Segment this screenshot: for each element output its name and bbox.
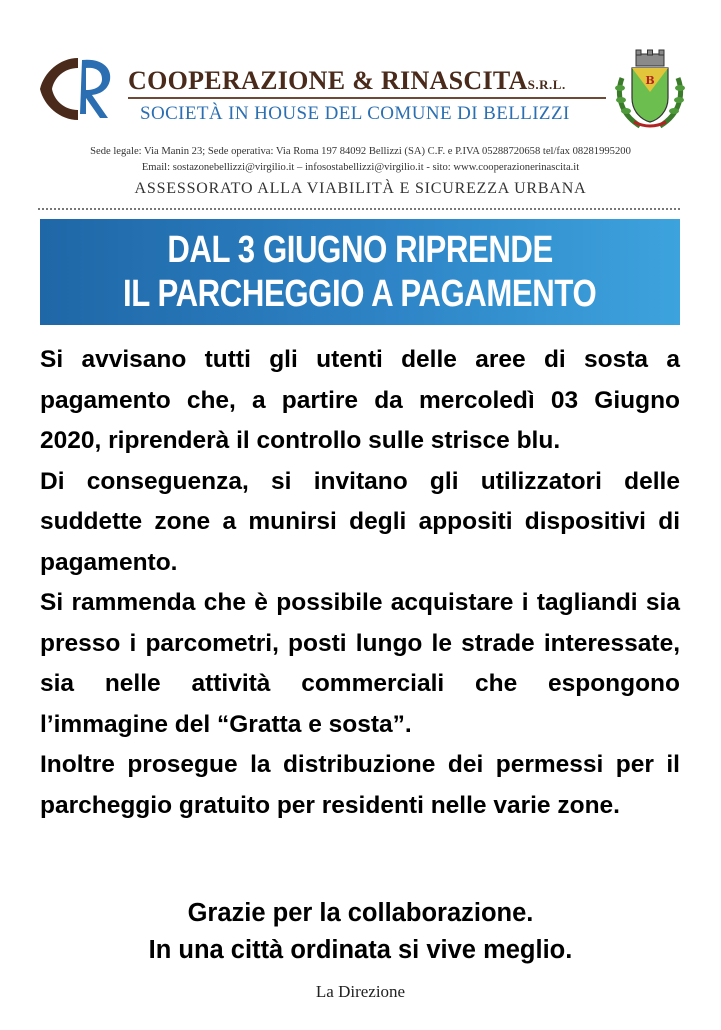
notice-paragraph: Si rammenda che è possibile acquistare i tagliandi sia presso i parcometri, posti lungo le strade interessate, sia nelle attività commerciali che espongono l’immagine del “Gratta e sosta”. (40, 589, 680, 738)
dotted-divider (38, 208, 680, 210)
notice-paragraph: Si avvisano tutti gli utenti delle aree di sosta a pagamento che, a partire da mercoledì 03 Giugno 2020, riprenderà il controllo sulle strisce blu. (40, 346, 680, 454)
company-name-text: COOPERAZIONE & RINASCITA (128, 66, 528, 95)
office-heading: ASSESSORATO ALLA VIABILITÀ E SICUREZZA URBANA (134, 180, 587, 197)
closing-motto: In una città ordinata si vive meglio. (148, 936, 573, 964)
company-subtitle: SOCIETÀ IN HOUSE DEL COMUNE DI BELLIZZI (140, 103, 570, 124)
notice-paragraph: Di conseguenza, si invitano gli utilizzatori delle suddette zone a munirsi degli appositi dispositivi di pagamento. (40, 467, 680, 576)
contact-address: Sede legale: Via Manin 23; Sede operativa: Via Roma 197 84092 Bellizzi (SA) C.F. e P.IVA 05288720658 tel/fax 08281995200 (90, 146, 631, 157)
header-rule (128, 97, 606, 99)
municipal-crest (612, 48, 688, 132)
company-name (128, 66, 566, 96)
headline-line-2: IL PARCHEGGIO A PAGAMENTO (123, 273, 597, 315)
contact-email: Email: sostazonebellizzi@virgilio.it – infosostabellizzi@virgilio.it - sito: www.cooperazionerinascita.it (141, 162, 580, 173)
headline-line-1: DAL 3 GIUGNO RIPRENDE (167, 229, 553, 271)
company-suffix: S.R.L. (527, 77, 566, 92)
notice-body (40, 340, 680, 826)
crest-letter: B (645, 74, 655, 87)
closing-thanks: Grazie per la collaborazione. (187, 899, 534, 927)
signature: La Direzione (315, 982, 406, 1001)
notice-paragraph: Inoltre prosegue la distribuzione dei permessi per il parcheggio gratuito per residenti nelle varie zone. (40, 751, 680, 819)
company-logo (38, 52, 120, 126)
headline-banner (40, 219, 680, 325)
